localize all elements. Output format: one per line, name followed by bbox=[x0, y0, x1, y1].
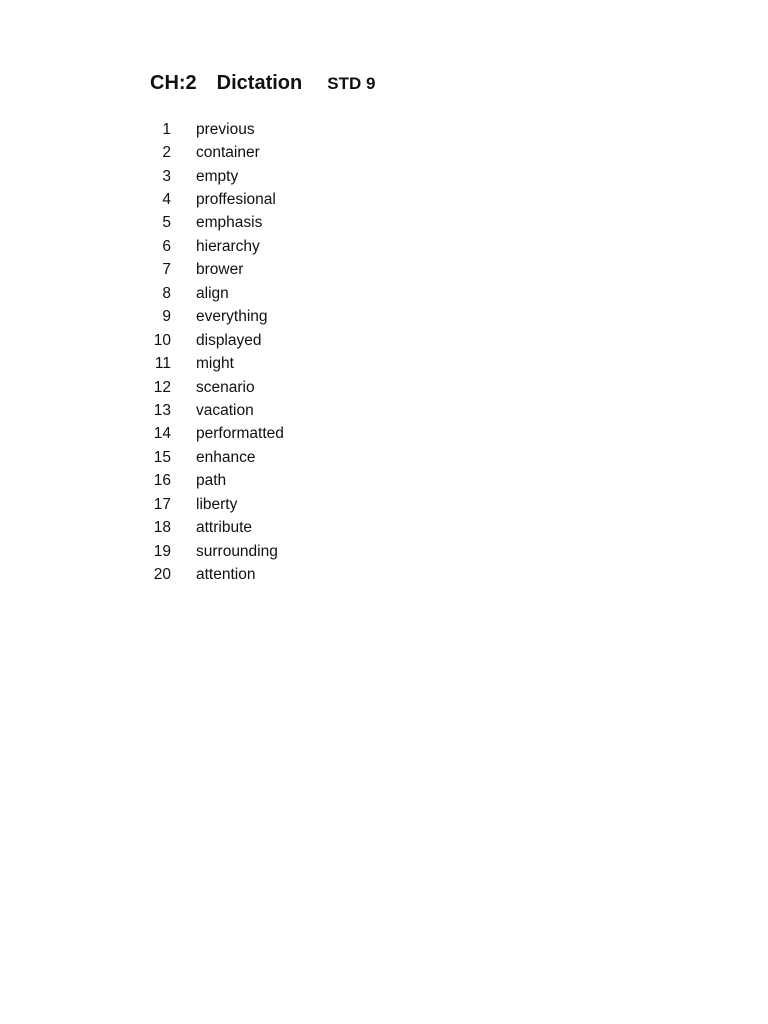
item-word: path bbox=[196, 472, 227, 490]
item-word: scenario bbox=[196, 378, 255, 396]
page-heading bbox=[150, 72, 375, 98]
item-word: brower bbox=[196, 261, 244, 279]
list-item bbox=[140, 376, 284, 399]
list-item bbox=[140, 141, 284, 164]
item-word: container bbox=[196, 144, 260, 162]
item-number: 4 bbox=[162, 191, 171, 209]
item-number: 20 bbox=[153, 566, 171, 584]
list-item bbox=[140, 423, 284, 446]
item-number: 11 bbox=[154, 355, 171, 373]
item-word: vacation bbox=[196, 401, 254, 419]
list-item bbox=[140, 306, 284, 329]
item-word: emphasis bbox=[196, 214, 263, 232]
item-number: 17 bbox=[153, 495, 171, 513]
item-number: 14 bbox=[153, 425, 171, 443]
list-item bbox=[140, 235, 284, 258]
item-word: enhance bbox=[196, 448, 256, 466]
item-number: 6 bbox=[162, 237, 171, 255]
list-item bbox=[140, 118, 284, 141]
item-word: everything bbox=[196, 308, 268, 326]
list-item bbox=[140, 399, 284, 422]
item-number: 18 bbox=[153, 519, 171, 537]
item-word: attribute bbox=[196, 519, 253, 537]
standard-label: STD 9 bbox=[327, 74, 376, 93]
item-word: empty bbox=[196, 167, 239, 185]
item-word: surrounding bbox=[196, 542, 278, 560]
list-item bbox=[140, 470, 284, 493]
item-number: 7 bbox=[162, 261, 171, 279]
list-item bbox=[140, 516, 284, 539]
list-item bbox=[140, 165, 284, 188]
item-number: 8 bbox=[162, 284, 171, 302]
item-word: attention bbox=[196, 566, 256, 584]
item-number: 3 bbox=[162, 167, 171, 185]
item-number: 13 bbox=[153, 401, 171, 419]
page-title: Dictation bbox=[216, 72, 303, 94]
list-item bbox=[140, 282, 284, 305]
item-word: hierarchy bbox=[196, 237, 260, 255]
item-word: proffesional bbox=[196, 191, 276, 209]
list-item bbox=[140, 329, 284, 352]
item-number: 1 bbox=[162, 120, 171, 138]
word-list bbox=[140, 118, 284, 587]
item-number: 15 bbox=[153, 448, 171, 466]
item-word: performatted bbox=[196, 425, 284, 443]
item-number: 12 bbox=[153, 378, 171, 396]
list-item bbox=[140, 563, 284, 586]
item-number: 10 bbox=[153, 331, 171, 349]
item-word: might bbox=[196, 355, 234, 373]
list-item bbox=[140, 212, 284, 235]
item-word: liberty bbox=[196, 495, 238, 513]
item-number: 16 bbox=[153, 472, 171, 490]
chapter-label: CH:2 bbox=[150, 72, 197, 94]
item-number: 19 bbox=[153, 542, 171, 560]
item-number: 9 bbox=[162, 308, 171, 326]
item-word: displayed bbox=[196, 331, 262, 349]
list-item bbox=[140, 259, 284, 282]
list-item bbox=[140, 540, 284, 563]
list-item bbox=[140, 493, 284, 516]
list-item bbox=[140, 446, 284, 469]
item-word: previous bbox=[196, 120, 255, 138]
list-item bbox=[140, 188, 284, 211]
item-word: align bbox=[196, 284, 229, 302]
item-number: 5 bbox=[162, 214, 171, 232]
list-item bbox=[140, 352, 284, 375]
item-number: 2 bbox=[162, 144, 171, 162]
